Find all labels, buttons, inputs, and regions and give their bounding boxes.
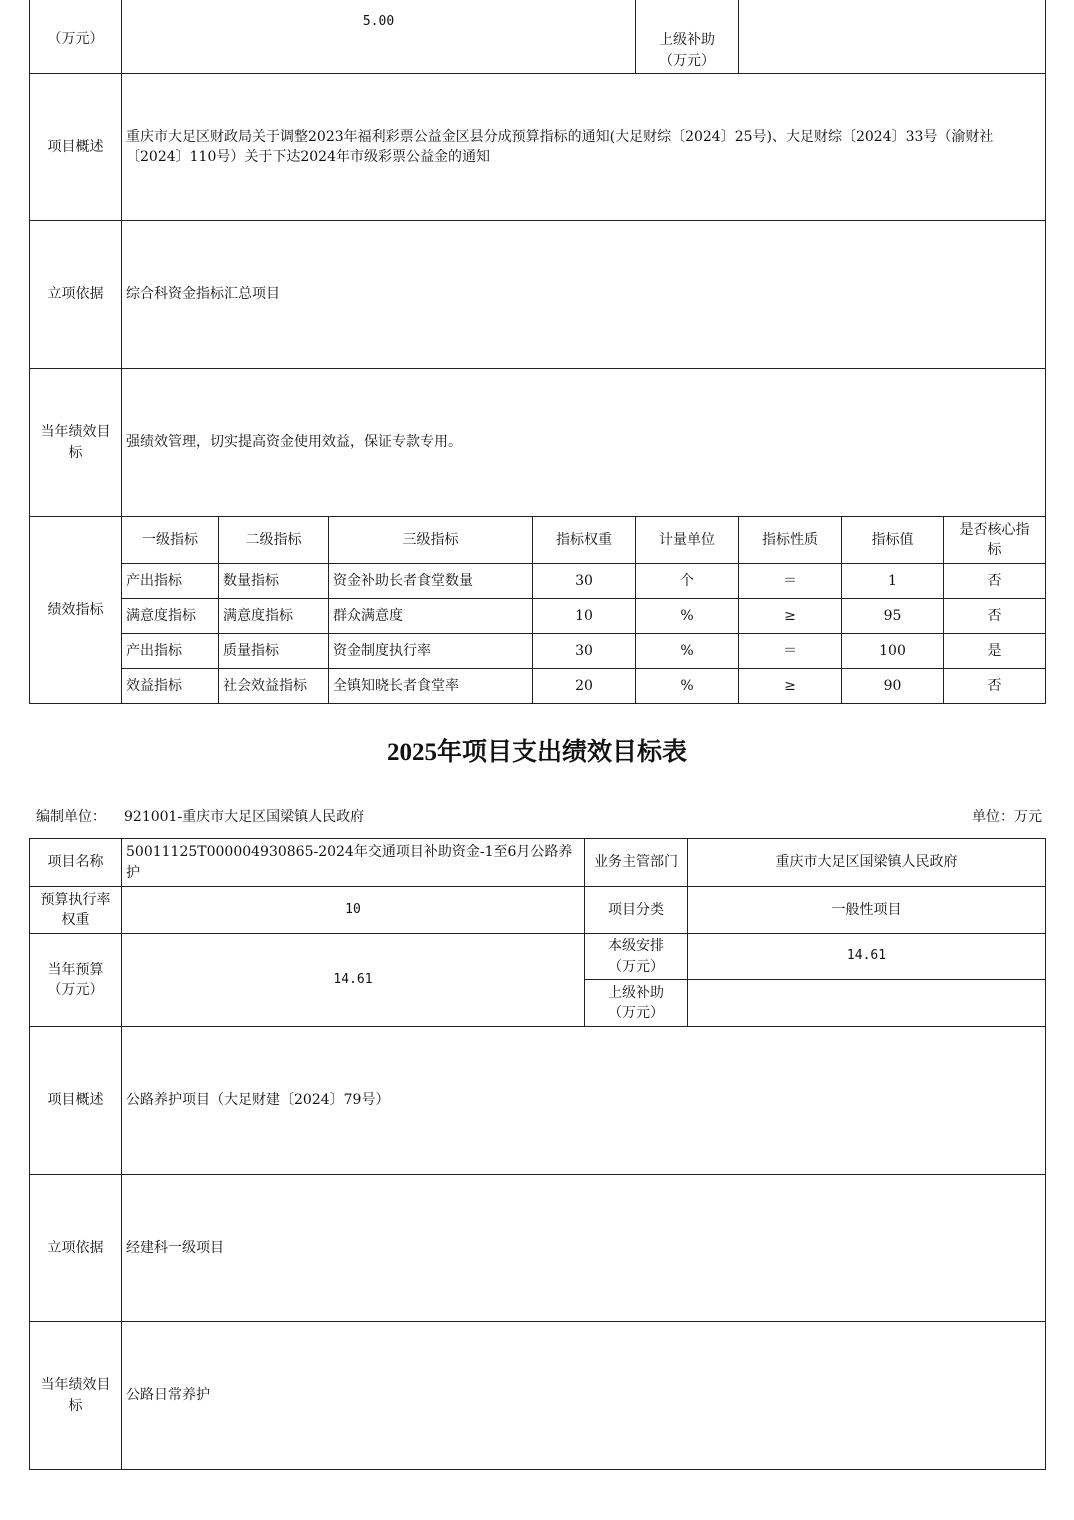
indicator-cell: 否	[944, 564, 1046, 599]
overview-label: 项目概述	[30, 74, 122, 221]
goal-label: 当年绩效目标	[30, 1322, 122, 1470]
category-label: 项目分类	[585, 887, 688, 934]
page-title: 2025年项目支出绩效目标表	[386, 739, 687, 766]
goal-text: 强绩效管理，切实提高资金使用效益，保证专款专用。	[122, 369, 1046, 517]
org-value: 921001-重庆市大足区国梁镇人民政府	[124, 809, 365, 825]
indicator-cell: 效益指标	[122, 669, 219, 704]
indicator-cell: 满意度指标	[219, 599, 329, 634]
indicator-cell: 资金补助长者食堂数量	[329, 564, 533, 599]
category-value: 一般性项目	[688, 887, 1046, 934]
indicator-cell: 产出指标	[122, 564, 219, 599]
indicator-cell: ≥	[739, 599, 842, 634]
level-label: 本级安排（万元）	[585, 934, 688, 980]
indicator-header: 是否核心指标	[944, 517, 1046, 564]
indicator-cell: 资金制度执行率	[329, 634, 533, 669]
rate-value: 10	[122, 887, 585, 934]
indicator-cell: 100	[842, 634, 944, 669]
table-row	[30, 634, 1046, 669]
section1-table	[29, 0, 1046, 704]
basis-text: 经建科一级项目	[122, 1175, 1046, 1322]
table-row	[30, 599, 1046, 634]
indicator-header: 指标值	[842, 517, 944, 564]
budget-label: （万元）	[30, 0, 122, 74]
indicator-header: 二级指标	[219, 517, 329, 564]
indicator-cell: ≥	[739, 669, 842, 704]
dept-label: 业务主管部门	[585, 839, 688, 887]
basis-label: 立项依据	[30, 221, 122, 369]
indicator-cell: ＝	[739, 564, 842, 599]
unit-text: 单位：万元	[972, 809, 1042, 825]
indicator-cell: 全镇知晓长者食堂率	[329, 669, 533, 704]
name-value: 50011125T000004930865-2024年交通项目补助资金-1至6月公路养护	[122, 839, 585, 887]
indicator-cell: 产出指标	[122, 634, 219, 669]
indicator-header: 指标权重	[533, 517, 636, 564]
indicator-header: 三级指标	[329, 517, 533, 564]
indicator-header: 一级指标	[122, 517, 219, 564]
indicator-cell: 30	[533, 564, 636, 599]
indicator-cell: 是	[944, 634, 1046, 669]
indicator-cell: 质量指标	[219, 634, 329, 669]
indicator-label: 绩效指标	[30, 517, 122, 704]
org-label: 编制单位：	[36, 809, 106, 825]
org-line	[36, 806, 364, 826]
upper-label: 上级补助（万元）	[585, 980, 688, 1027]
goal-label: 当年绩效目标	[30, 369, 122, 517]
indicator-cell: 否	[944, 599, 1046, 634]
indicator-cell: 90	[842, 669, 944, 704]
upper-value	[688, 980, 1046, 1027]
section2-table	[29, 838, 1046, 1470]
indicator-cell: %	[636, 669, 739, 704]
budget-value: 14.61	[122, 934, 585, 1027]
goal-text: 公路日常养护	[122, 1322, 1046, 1470]
indicator-cell: 满意度指标	[122, 599, 219, 634]
table-row	[30, 669, 1046, 704]
indicator-cell: %	[636, 599, 739, 634]
name-label: 项目名称	[30, 839, 122, 887]
indicator-cell: 95	[842, 599, 944, 634]
table-row	[30, 564, 1046, 599]
indicator-cell: 30	[533, 634, 636, 669]
indicator-cell: 1	[842, 564, 944, 599]
upper-subsidy-label: 上级补助（万元）	[636, 0, 739, 74]
overview-text: 重庆市大足区财政局关于调整2023年福利彩票公益金区县分成预算指标的通知(大足财综〔2024〕25号)、大足财综〔2024〕33号（渝财社〔2024〕110号）关于下达2024年市级彩票公益金的通知	[122, 74, 1046, 221]
indicator-cell: 数量指标	[219, 564, 329, 599]
overview-label: 项目概述	[30, 1027, 122, 1175]
upper-subsidy-value	[739, 0, 1046, 74]
indicator-cell: 个	[636, 564, 739, 599]
indicator-cell: 群众满意度	[329, 599, 533, 634]
indicator-header: 指标性质	[739, 517, 842, 564]
rate-label: 预算执行率权重	[30, 887, 122, 934]
indicator-cell: ＝	[739, 634, 842, 669]
budget-value: 5.00	[122, 0, 636, 74]
basis-label: 立项依据	[30, 1175, 122, 1322]
indicator-cell: 20	[533, 669, 636, 704]
indicator-cell: 社会效益指标	[219, 669, 329, 704]
basis-text: 综合科资金指标汇总项目	[122, 221, 1046, 369]
budget-label: 当年预算（万元）	[30, 934, 122, 1027]
dept-value: 重庆市大足区国梁镇人民政府	[688, 839, 1046, 887]
indicator-cell: %	[636, 634, 739, 669]
level-value: 14.61	[688, 934, 1046, 980]
indicator-header: 计量单位	[636, 517, 739, 564]
indicator-cell: 10	[533, 599, 636, 634]
indicator-cell: 否	[944, 669, 1046, 704]
overview-text: 公路养护项目（大足财建〔2024〕79号）	[122, 1027, 1046, 1175]
